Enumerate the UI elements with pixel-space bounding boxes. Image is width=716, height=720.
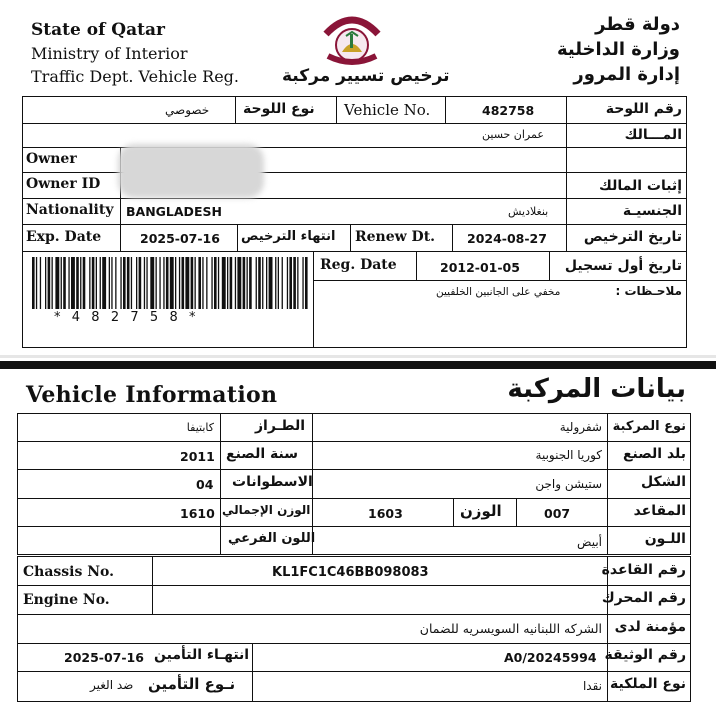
barcode-bar xyxy=(230,257,233,309)
barcode-bar xyxy=(243,257,246,309)
barcode-bar xyxy=(266,257,267,309)
insurance-exp-value: 2025-07-16 xyxy=(64,650,144,665)
barcode-bar xyxy=(195,257,196,309)
seats-label-ar: المقاعد xyxy=(633,503,686,519)
ownership-value-ar: نقدا xyxy=(582,679,602,693)
barcode-bar xyxy=(89,257,90,309)
owner-name-ar: عمران حسين xyxy=(482,128,544,141)
owner-id-label-ar: إثبات المالك xyxy=(599,178,682,194)
year-label-ar: سنة الصنع xyxy=(226,446,298,462)
header-ar-ministry: وزارة الداخلية xyxy=(556,39,680,60)
shape-label-ar: الشكل xyxy=(641,474,686,490)
exp-date-label: Exp. Date xyxy=(26,229,102,245)
owner-label-ar: المـــالك xyxy=(624,127,682,143)
header-dept: Traffic Dept. Vehicle Reg. xyxy=(31,67,239,86)
barcode-bar xyxy=(262,257,263,309)
barcode-bar xyxy=(275,257,276,309)
color-label-ar: اللـون xyxy=(644,531,686,547)
barcode-bar xyxy=(179,257,180,309)
vehicle-no-value: 482758 xyxy=(482,103,535,118)
insurance-type-label-ar: نـوع التأمين xyxy=(148,675,236,693)
barcode-bar xyxy=(163,257,164,309)
vehicle-info-title-en: Vehicle Information xyxy=(26,382,278,408)
exp-date-value: 2025-07-16 xyxy=(140,231,220,246)
barcode-bar xyxy=(92,257,95,309)
policy-label-ar: رقم الوثيقة xyxy=(604,647,686,663)
barcode-bar xyxy=(127,257,130,309)
barcode-text: * 4 8 2 7 5 8 * xyxy=(54,310,197,325)
header-state: State of Qatar xyxy=(31,20,165,40)
header-ministry: Ministry of Interior xyxy=(31,44,188,63)
barcode-bar xyxy=(48,257,51,309)
barcode-bar xyxy=(293,257,296,309)
barcode-bar xyxy=(156,257,157,309)
nationality-value-ar: بنغلاديش xyxy=(508,205,549,218)
barcode-bar xyxy=(222,257,226,309)
year-value: 2011 xyxy=(180,449,215,464)
barcode-bar xyxy=(289,257,292,309)
barcode-bar xyxy=(146,257,147,309)
plate-type-label: نوع اللوحة xyxy=(243,101,315,117)
barcode-bar xyxy=(218,257,219,309)
barcode-bar xyxy=(206,257,207,309)
chassis-label-ar: رقم القاعدة xyxy=(601,562,686,578)
owner-label: Owner xyxy=(26,151,77,167)
barcode-bar xyxy=(214,257,217,309)
barcode-bar xyxy=(170,257,174,309)
barcode-bar xyxy=(40,257,41,309)
barcode-bar xyxy=(159,257,160,309)
first-reg-label-ar: تاريخ أول تسجيل xyxy=(564,258,682,274)
barcode-bar xyxy=(144,257,145,309)
barcode-bar xyxy=(269,257,273,309)
barcode-bar xyxy=(287,257,288,309)
reg-date-label: Reg. Date xyxy=(320,257,397,273)
barcode-bar xyxy=(102,257,106,309)
nationality-label: Nationality xyxy=(26,202,114,218)
owner-id-label: Owner ID xyxy=(26,176,101,192)
notes-label-ar: ملاحـظات : xyxy=(615,284,682,298)
barcode-bar xyxy=(247,257,248,309)
model-label-ar: الطـراز xyxy=(255,418,306,434)
ownership-label-ar: نوع الملكية xyxy=(610,676,686,692)
barcode-bar xyxy=(282,257,283,309)
seats-value: 007 xyxy=(544,506,571,521)
vehicle-no-label: Vehicle No. xyxy=(344,101,431,119)
barcode-bar xyxy=(185,257,189,309)
barcode-bar xyxy=(100,257,101,309)
renew-label: Renew Dt. xyxy=(355,229,436,245)
barcode-bar xyxy=(61,257,62,309)
barcode-bar xyxy=(32,257,35,309)
gross-weight-value: 1610 xyxy=(180,506,215,521)
barcode-bar xyxy=(80,257,81,309)
make-label-ar: نوع المركبة xyxy=(612,419,686,434)
subcolor-label-ar: اللون الفرعي xyxy=(228,531,316,546)
barcode-bar xyxy=(237,257,241,309)
insurer-value-ar: الشركه اللبنانيه السويسريه للضمان xyxy=(419,621,602,636)
nationality-label-ar: الجنسيـة xyxy=(622,203,682,219)
color-value-ar: أبيض xyxy=(577,535,602,549)
barcode-bar xyxy=(297,257,298,309)
notes-value-ar: مخفي على الجانبين الخلفيين xyxy=(436,286,561,298)
barcode-bar xyxy=(211,257,212,309)
barcode-bar xyxy=(111,257,112,309)
barcode-bar xyxy=(131,257,132,309)
cylinders-value: 04 xyxy=(196,477,214,492)
exp-date-label-ar: انتهاء الترخيص xyxy=(241,229,336,244)
chassis-value: KL1FC1C46BB098083 xyxy=(272,565,429,580)
engine-label-ar: رقم المحرك xyxy=(601,590,686,606)
barcode-bar xyxy=(68,257,69,309)
insurance-exp-label-ar: انتهـاء التأمين xyxy=(154,647,250,663)
title-ar: ترخيص تسيير مركبة xyxy=(282,66,450,86)
barcode-bar xyxy=(227,257,228,309)
barcode-bar xyxy=(109,257,110,309)
chassis-label: Chassis No. xyxy=(23,564,114,580)
cylinders-label-ar: الاسطوانات xyxy=(232,474,313,490)
barcode-bar xyxy=(256,257,257,309)
barcode-bar xyxy=(136,257,137,309)
barcode xyxy=(30,257,308,309)
shape-value-ar: ستيشن واجن xyxy=(535,477,602,491)
barcode-bar xyxy=(182,257,185,309)
barcode-bar xyxy=(258,257,261,309)
barcode-bar xyxy=(45,257,46,309)
barcode-bar xyxy=(191,257,194,309)
country-value-ar: كوريا الجنوبية xyxy=(535,448,602,462)
barcode-bar xyxy=(115,257,116,309)
barcode-bar xyxy=(175,257,176,309)
ministry-logo xyxy=(320,12,384,68)
barcode-bar xyxy=(198,257,201,309)
weight-value: 1603 xyxy=(368,506,403,521)
plate-type-value: خصوصي xyxy=(165,103,210,117)
barcode-bar xyxy=(55,257,59,309)
make-value-ar: شفرولية xyxy=(559,420,602,434)
header-ar-state: دولة قطر xyxy=(595,14,680,35)
barcode-bar xyxy=(96,257,97,309)
redacted-owner-blur xyxy=(118,144,264,198)
plate-no-label-ar: رقم اللوحة xyxy=(605,101,682,117)
header-ar-dept: إدارة المرور xyxy=(573,64,680,85)
barcode-bar xyxy=(249,257,252,309)
divider-bar xyxy=(0,361,716,369)
nationality-value: BANGLADESH xyxy=(126,204,222,219)
barcode-bar xyxy=(150,257,154,309)
barcode-bar xyxy=(166,257,169,309)
country-label-ar: بلد الصنع xyxy=(622,446,686,462)
reg-date-value: 2012-01-05 xyxy=(440,260,520,275)
divider-gap xyxy=(0,355,716,358)
license-date-label-ar: تاريخ الترخيص xyxy=(583,229,682,245)
weight-label-ar: الوزن xyxy=(460,502,502,520)
barcode-bar xyxy=(76,257,79,309)
barcode-bar xyxy=(123,257,126,309)
barcode-bar xyxy=(52,257,53,309)
barcode-bar xyxy=(305,257,308,309)
barcode-bar xyxy=(278,257,279,309)
policy-value: A0/20245994 xyxy=(504,650,597,665)
renew-value: 2024-08-27 xyxy=(467,231,547,246)
insurance-type-value-ar: ضد الغير xyxy=(90,678,134,692)
barcode-bar xyxy=(63,257,66,309)
model-value-ar: كابتيفا xyxy=(186,421,214,434)
barcode-bar xyxy=(120,257,121,309)
barcode-bar xyxy=(83,257,86,309)
insurer-label-ar: مؤمنة لدى xyxy=(614,619,686,635)
barcode-bar xyxy=(36,257,37,309)
engine-label: Engine No. xyxy=(23,592,110,608)
barcode-bar xyxy=(202,257,203,309)
barcode-bar xyxy=(235,257,236,309)
vehicle-info-title-ar: بيانات المركبة xyxy=(507,374,686,404)
gross-weight-label-ar: الوزن الإجمالي xyxy=(222,503,311,517)
barcode-bar xyxy=(302,257,303,309)
barcode-bar xyxy=(71,257,75,309)
barcode-bar xyxy=(139,257,142,309)
